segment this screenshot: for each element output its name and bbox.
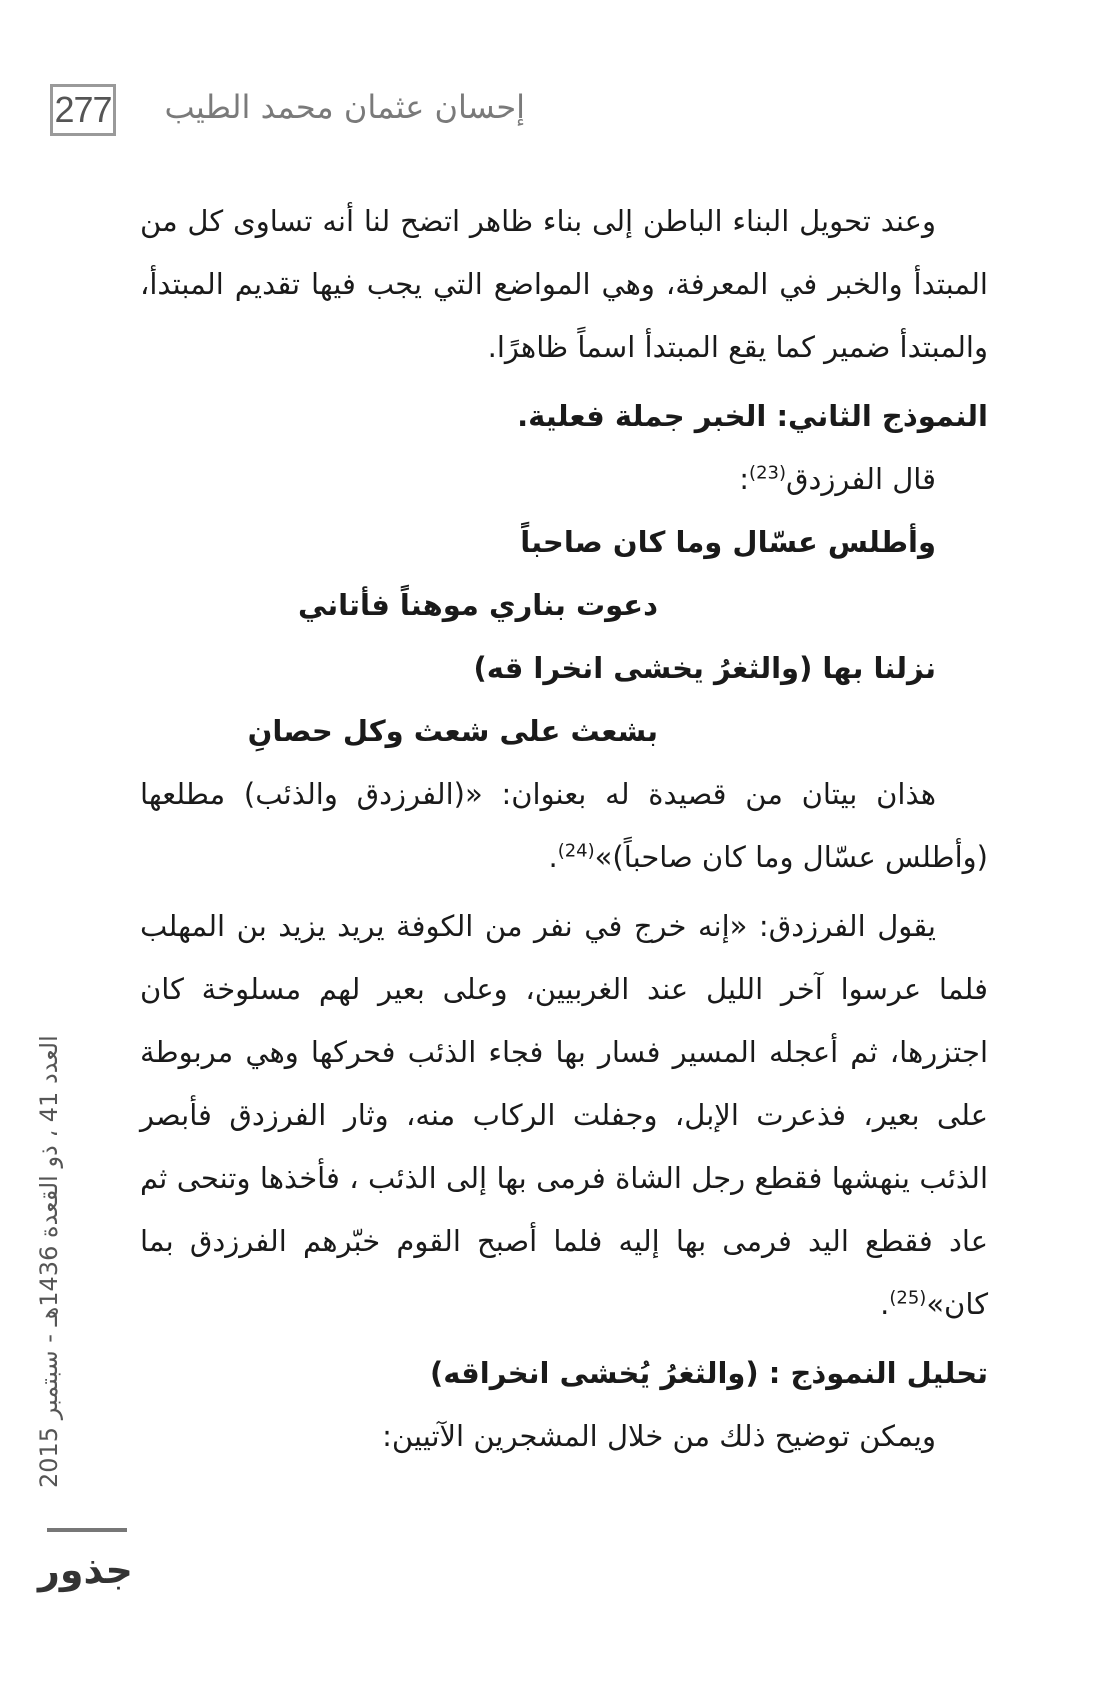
paragraph-4: ويمكن توضيح ذلك من خلال المشجرين الآتيين: [382, 1419, 936, 1453]
paragraph-2-period: . [548, 840, 558, 874]
sidebar-issue-info: العدد 41 ، ذو القعدة 1436هـ - سبتمبر 2015 [35, 1035, 63, 1488]
verse-line-2: دعوت بناري موهناً فأتاني [297, 588, 658, 622]
article-body [140, 190, 988, 1468]
sidebar-divider [47, 1528, 127, 1532]
footnote-ref-24: (24) [557, 840, 595, 862]
paragraph-2-text: هذان بيتان من قصيدة له بعنوان: «(الفرزدق والذئب) مطلعها (وأطلس عسّال وما كان صاحباً)» [140, 777, 988, 874]
footnote-ref-23: (23) [749, 462, 787, 484]
paragraph-2 [140, 763, 988, 889]
section-heading-model-2: النموذج الثاني: الخبر جملة فعلية. [517, 399, 988, 433]
quote-intro-colon: : [739, 462, 750, 496]
verse-line-3: نزلنا بها (والثغرُ يخشى انخرا قه) [473, 651, 936, 685]
paragraph-3-text: يقول الفرزدق: «إنه خرج في نفر من الكوفة يريد يزيد بن المهلب فلما عرسوا آخر الليل عند الغربيين، وعلى بعير لهم مسلوخة كان اجتزرها، ثم أعجله المسير فسار بها فجاء الذئب فحركها وهي مربوطة على بعير، فذعرت الإبل، وجفلت الركاب منه، وثار الفرزدق فأبصر الذئب ينهشها فقطع رجل الشاة فرمى بها إلى الذئب ، فأخذها وتنحى ثم عاد فقطع اليد فرمى بها إليه فلما أصبح القوم خبّرهم الفرزدق بما كان» [140, 909, 988, 1321]
verse-line-1: وأطلس عسّال وما كان صاحباً [520, 525, 936, 559]
verse-line-4: بشعث على شعث وكل حصانِ [247, 714, 658, 748]
section-heading-analysis: تحليل النموذج : (والثغرُ يُخشى انخراقه) [429, 1356, 988, 1390]
quote-intro [140, 448, 988, 511]
page-number: 277 [50, 84, 116, 136]
paragraph-3 [140, 895, 988, 1336]
journal-logo: جذور [38, 1548, 133, 1592]
paragraph-1: وعند تحويل البناء الباطن إلى بناء ظاهر اتضح لنا أنه تساوى كل من المبتدأ والخبر في المعرفة، وهي المواضع التي يجب فيها تقديم المبتدأ، والمبتدأ ضمير كما يقع المبتدأ اسماً ظاهرًا. [140, 204, 988, 364]
running-header-author: إحسان عثمان محمد الطيب [164, 88, 525, 126]
footnote-ref-25: (25) [889, 1287, 927, 1309]
quote-intro-text: قال الفرزدق [786, 462, 936, 496]
paragraph-3-period: . [880, 1287, 890, 1321]
